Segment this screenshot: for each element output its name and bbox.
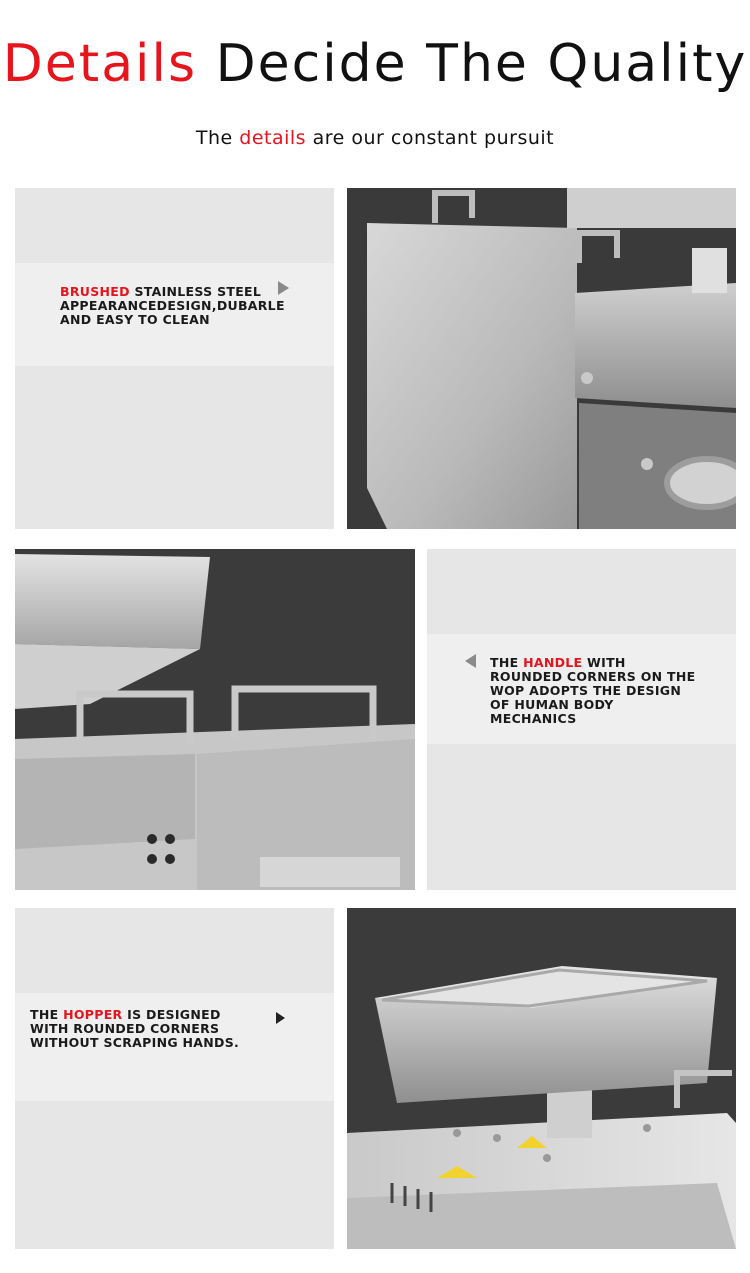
caption-highlight: BRUSHED [60, 284, 130, 299]
page-subtitle [0, 127, 750, 149]
product-photo-hopper [347, 908, 736, 1249]
title-highlight: Details [2, 34, 198, 94]
caption-text-brushed [60, 284, 285, 327]
subtitle-post: are our constant pursuit [306, 127, 555, 149]
title-rest: Decide The Quality [197, 34, 748, 94]
subtitle-highlight: details [239, 127, 307, 149]
caption-body: WITH ROUNDED CORNERS ON THE WOP ADOPTS THE DESIGN OF HUMAN BODY MECHANICS [490, 655, 696, 726]
caption-pre: THE [490, 655, 524, 670]
caption-body: STAINLESS STEEL APPEARANCEDESIGN,DUBARLE AND EASY TO CLEAN [60, 284, 285, 327]
subtitle-pre: The [195, 127, 240, 149]
caption-panel-3 [15, 908, 334, 1249]
caption-highlight: HANDLE [523, 655, 583, 670]
caption-panel-1 [15, 188, 334, 529]
caption-panel-2 [427, 549, 736, 890]
product-photo-brushed-steel [347, 188, 736, 529]
page-title [0, 28, 750, 100]
caption-text-hopper [30, 1008, 260, 1050]
product-photo-handle [15, 549, 415, 890]
caption-pre: THE [30, 1007, 64, 1022]
arrow-left-icon [465, 654, 476, 668]
arrow-right-icon [276, 1012, 285, 1024]
caption-body: IS DESIGNED WITH ROUNDED CORNERS WITHOUT SCRAPING HANDS. [30, 1007, 240, 1050]
caption-text-handle [490, 656, 700, 726]
caption-highlight: HOPPER [63, 1007, 123, 1022]
arrow-right-icon [278, 281, 289, 295]
